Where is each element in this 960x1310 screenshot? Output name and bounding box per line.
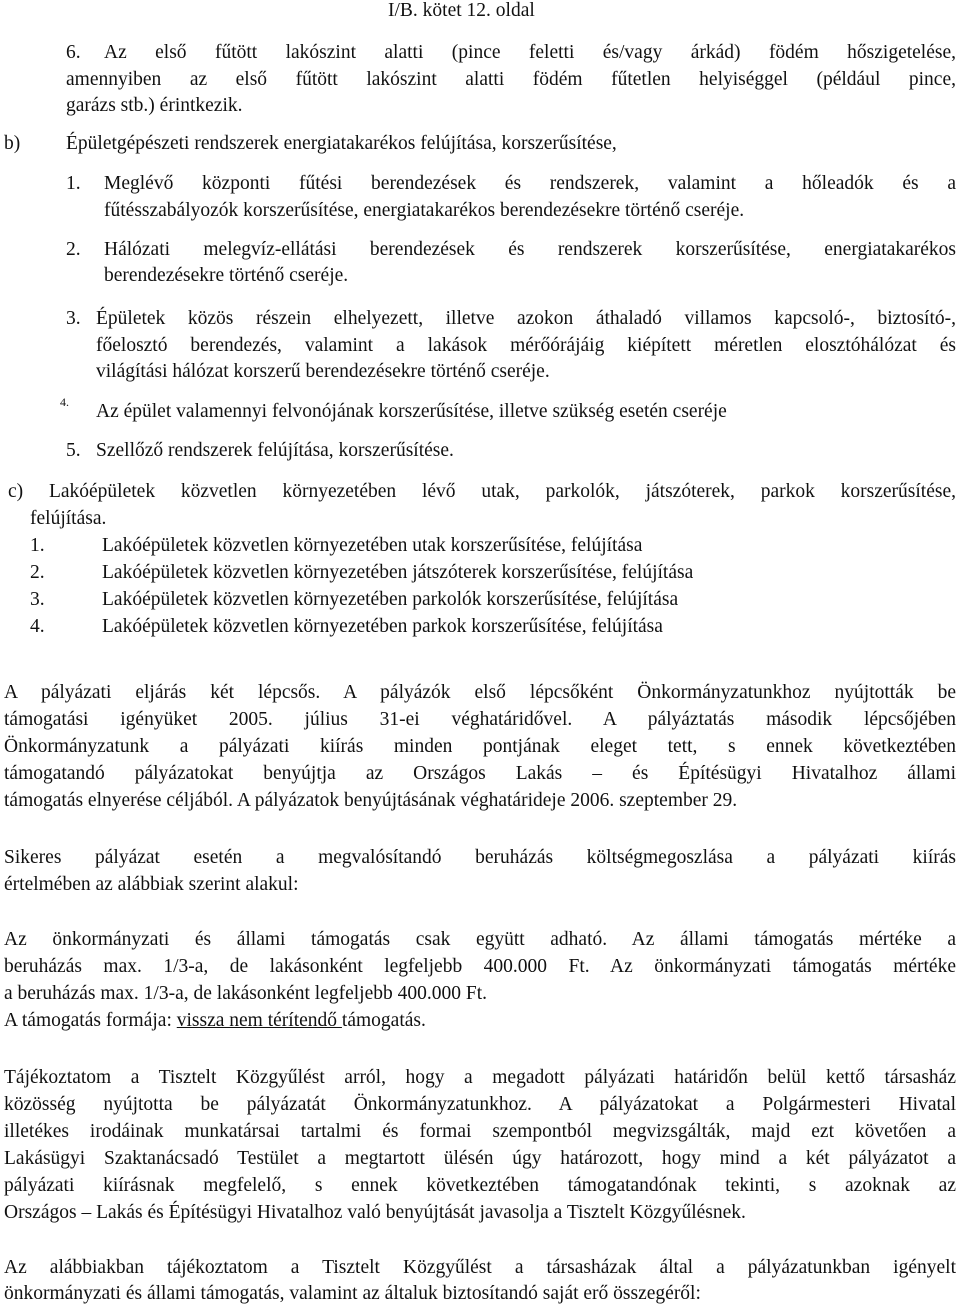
b-item-3-line3: világítási hálózat korszerű berendezésekre történő cseréje. — [96, 361, 550, 382]
b-item-2-line2: berendezésekre történő cseréje. — [104, 265, 349, 286]
b-item-5-number: 5. — [66, 440, 81, 461]
para4-line3: illetékes irodáinak munkatársai tartalmi és formai szempontból megvizsgálták, majd ezt követően a — [4, 1121, 956, 1142]
item-6-line1: Az első fűtött lakószint alatti (pince feletti és/vagy árkád) födém hőszigetelése, — [104, 42, 956, 63]
para1-line4: támogatandó pályázatokat benyújtja az Országos Lakás – és Építésügyi Hivatalhoz állami — [4, 763, 956, 784]
support-form-prefix: A támogatás formája: — [4, 1010, 177, 1031]
c-item-2-text: Lakóépületek közvetlen környezetében játszóterek korszerűsítése, felújítása — [102, 562, 694, 583]
b-item-4-number: 4. — [60, 395, 69, 409]
para4-line4: Lakásügyi Szaktanácsadó Testület a megtartott ülésén úgy határozott, hogy mind a két pályázatot a — [4, 1148, 956, 1169]
c-item-4-text: Lakóépületek közvetlen környezetében parkok korszerűsítése, felújítása — [102, 616, 663, 637]
para2-line1: Sikeres pályázat esetén a megvalósítandó beruházás költségmegoszlása a pályázati kiírás — [4, 847, 956, 868]
section-b-title: Épületgépészeti rendszerek energiatakarékos felújítása, korszerűsítése, — [66, 133, 617, 154]
para5-line2: önkormányzati és állami támogatás, valamint az általuk biztosítandó saját erő összegéről: — [4, 1283, 701, 1304]
support-form-underlined: vissza nem térítendő — [176, 1010, 342, 1031]
para1-line2: támogatási igényüket 2005. július 31-ei véghatáridővel. A pályáztatás második lépcsőjében — [4, 709, 956, 730]
section-c-title-line2: felújítása. — [30, 508, 107, 529]
c-item-3-number: 3. — [30, 589, 45, 610]
b-item-2-line1: Hálózati melegvíz-ellátási berendezések és rendszerek korszerűsítése, energiatakarékos — [104, 239, 956, 260]
b-item-1-line1: Meglévő központi fűtési berendezések és rendszerek, valamint a hőleadók és a — [104, 173, 956, 194]
c-item-3-text: Lakóépületek közvetlen környezetében parkolók korszerűsítése, felújítása — [102, 589, 679, 610]
item-6-line3: garázs stb.) érintkezik. — [66, 95, 243, 116]
para5-line1: Az alábbiakban tájékoztatom a Tisztelt Közgyűlést a társasházak által a pályázatunkban igényelt — [4, 1257, 956, 1278]
para1-line5: támogatás elnyerése céljából. A pályázatok benyújtásának véghatárideje 2006. szeptember 29. — [4, 790, 738, 811]
b-item-1-number: 1. — [66, 173, 81, 194]
b-item-5-line1: Szellőző rendszerek felújítása, korszerűsítése. — [96, 440, 454, 461]
para2-line2: értelmében az alábbiak szerint alakul: — [4, 874, 299, 895]
support-form-line — [4, 1011, 426, 1031]
b-item-4-line1: Az épület valamennyi felvonójának korszerűsítése, illetve szükség esetén cseréje — [96, 401, 727, 422]
item-6-number: 6. — [66, 42, 81, 63]
para3-line3: a beruházás max. 1/3-a, de lakásonként legfeljebb 400.000 Ft. — [4, 983, 488, 1004]
section-c-title-line1: c) Lakóépületek közvetlen környezetében lévő utak, parkolók, játszóterek, parkok korszerűsítése, — [8, 481, 956, 502]
c-item-1-text: Lakóépületek közvetlen környezetében utak korszerűsítése, felújítása — [102, 535, 643, 556]
b-item-3-line2: főelosztó berendezés, valamint a lakások mérőórájáig kiépített méretlen elosztóhálózat és — [96, 335, 956, 356]
b-item-3-number: 3. — [66, 308, 81, 329]
para3-line1: Az önkormányzati és állami támogatás csak együtt adható. Az állami támogatás mértéke a — [4, 929, 956, 950]
para3-line2: beruházás max. 1/3-a, de lakásonként legfeljebb 400.000 Ft. Az önkormányzati támogatás mértéke — [4, 956, 956, 977]
para4-line5: pályázati kiírásnak megfelelő, s ennek következtében támogatandónak tekinti, s azoknak az — [4, 1175, 956, 1196]
page-header: I/B. kötet 12. oldal — [388, 0, 535, 21]
section-b-label: b) — [4, 133, 21, 154]
c-item-2-number: 2. — [30, 562, 45, 583]
b-item-1-line2: fűtésszabályozók korszerűsítése, energiatakarékos berendezésekre történő cseréje. — [104, 200, 745, 221]
c-item-1-number: 1. — [30, 535, 45, 556]
b-item-2-number: 2. — [66, 239, 81, 260]
para4-line2: közösség nyújtotta be pályázatát Önkormányzatunkhoz. A pályázatokat a Polgármesteri Hivatal — [4, 1094, 956, 1115]
item-6-line2: amennyiben az első fűtött lakószint alatti födém fűtetlen helyiséggel (például pince, — [66, 69, 956, 90]
c-item-4-number: 4. — [30, 616, 45, 637]
b-item-3-line1: Épületek közös részein elhelyezett, illetve azokon áthaladó villamos kapcsoló-, biztosító-, — [96, 308, 956, 329]
para1-line3: Önkormányzatunk a pályázati kiírás minden pontjának eleget tett, s ennek következtében — [4, 736, 956, 757]
para4-line1: Tájékoztatom a Tisztelt Közgyűlést arról, hogy a megadott pályázati határidőn belül kettő társasház — [4, 1067, 956, 1088]
para1-line1: A pályázati eljárás két lépcsős. A pályázók első lépcsőként Önkormányzatunkhoz nyújtották be — [4, 682, 956, 703]
support-form-suffix: támogatás. — [341, 1010, 426, 1031]
para4-line6: Országos – Lakás és Építésügyi Hivatalhoz való benyújtását javasolja a Tisztelt Közgyűlésnek. — [4, 1202, 746, 1223]
